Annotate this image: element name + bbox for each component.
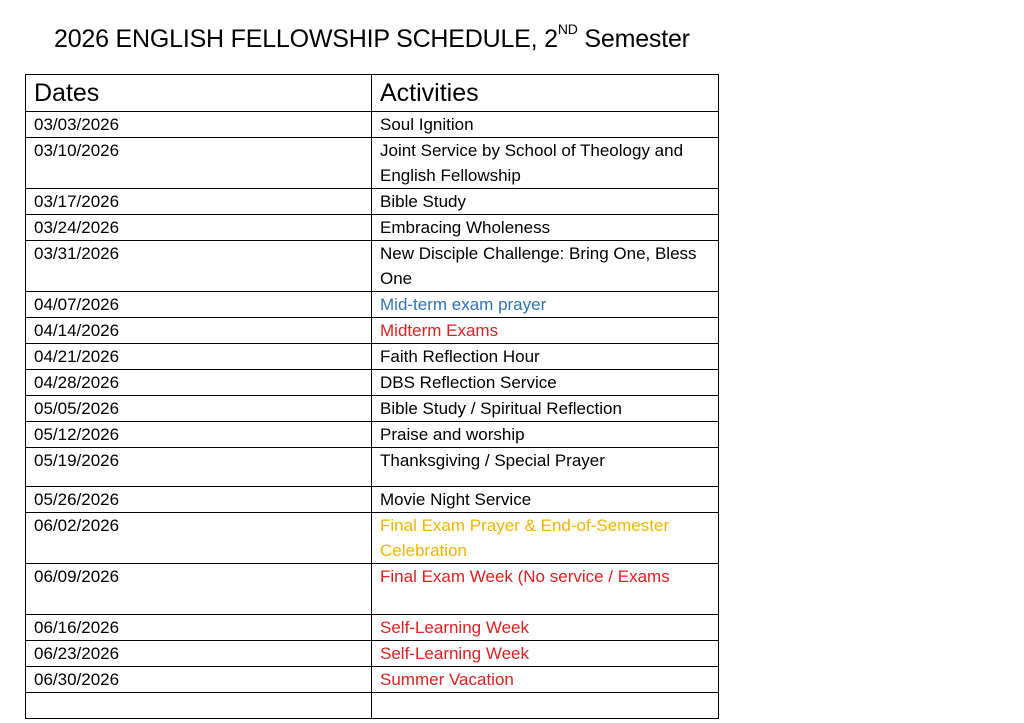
table-row <box>26 370 719 396</box>
table-row <box>26 513 719 564</box>
table-row <box>26 215 719 241</box>
activity-cell: Mid-term exam prayer <box>372 292 719 318</box>
activity-cell: Self-Learning Week <box>372 641 719 667</box>
date-cell: 04/28/2026 <box>26 370 372 396</box>
date-cell: 06/16/2026 <box>26 615 372 641</box>
activity-cell: Praise and worship <box>372 422 719 448</box>
table-row <box>26 667 719 693</box>
activity-cell: Bible Study <box>372 189 719 215</box>
activity-cell: Final Exam Prayer & End-of-Semester Celebration <box>372 513 719 564</box>
activity-cell: Embracing Wholeness <box>372 215 719 241</box>
title-superscript: ND <box>557 20 578 37</box>
table-row <box>26 292 719 318</box>
activity-cell: Final Exam Week (No service / Exams <box>372 564 719 615</box>
table-row <box>26 112 719 138</box>
date-cell <box>26 693 372 719</box>
table-row <box>26 615 719 641</box>
table-row <box>26 189 719 215</box>
activity-cell: Joint Service by School of Theology and English Fellowship <box>372 138 719 189</box>
date-cell: 04/14/2026 <box>26 318 372 344</box>
table-row <box>26 241 719 292</box>
date-cell: 06/02/2026 <box>26 513 372 564</box>
date-cell: 03/03/2026 <box>26 112 372 138</box>
table-row <box>26 318 719 344</box>
date-cell: 04/07/2026 <box>26 292 372 318</box>
page-title <box>54 22 690 56</box>
date-cell: 06/23/2026 <box>26 641 372 667</box>
table-row <box>26 564 719 615</box>
table-row <box>26 487 719 513</box>
date-cell: 05/12/2026 <box>26 422 372 448</box>
date-cell: 03/24/2026 <box>26 215 372 241</box>
date-cell: 05/19/2026 <box>26 448 372 487</box>
table-row <box>26 693 719 719</box>
table-row <box>26 138 719 189</box>
activity-cell: DBS Reflection Service <box>372 370 719 396</box>
table-row <box>26 344 719 370</box>
column-header-dates: Dates <box>26 75 372 112</box>
column-header-activities: Activities <box>372 75 719 112</box>
activity-cell: Self-Learning Week <box>372 615 719 641</box>
activity-cell: Thanksgiving / Special Prayer <box>372 448 719 487</box>
title-main: 2026 ENGLISH FELLOWSHIP SCHEDULE, 2 <box>54 25 558 53</box>
table-row <box>26 641 719 667</box>
activity-cell: Midterm Exams <box>372 318 719 344</box>
activity-cell: New Disciple Challenge: Bring One, Bless One <box>372 241 719 292</box>
date-cell: 05/05/2026 <box>26 396 372 422</box>
activity-cell: Bible Study / Spiritual Reflection <box>372 396 719 422</box>
date-cell: 06/30/2026 <box>26 667 372 693</box>
activity-cell <box>372 693 719 719</box>
date-cell: 03/10/2026 <box>26 138 372 189</box>
title-suffix: Semester <box>577 25 690 53</box>
table-row <box>26 396 719 422</box>
activity-cell: Summer Vacation <box>372 667 719 693</box>
date-cell: 04/21/2026 <box>26 344 372 370</box>
activity-cell: Soul Ignition <box>372 112 719 138</box>
date-cell: 03/31/2026 <box>26 241 372 292</box>
schedule-table <box>25 74 719 719</box>
date-cell: 03/17/2026 <box>26 189 372 215</box>
activity-cell: Movie Night Service <box>372 487 719 513</box>
activity-cell: Faith Reflection Hour <box>372 344 719 370</box>
table-row <box>26 422 719 448</box>
date-cell: 05/26/2026 <box>26 487 372 513</box>
header-row <box>26 75 719 112</box>
date-cell: 06/09/2026 <box>26 564 372 615</box>
table-row <box>26 448 719 487</box>
